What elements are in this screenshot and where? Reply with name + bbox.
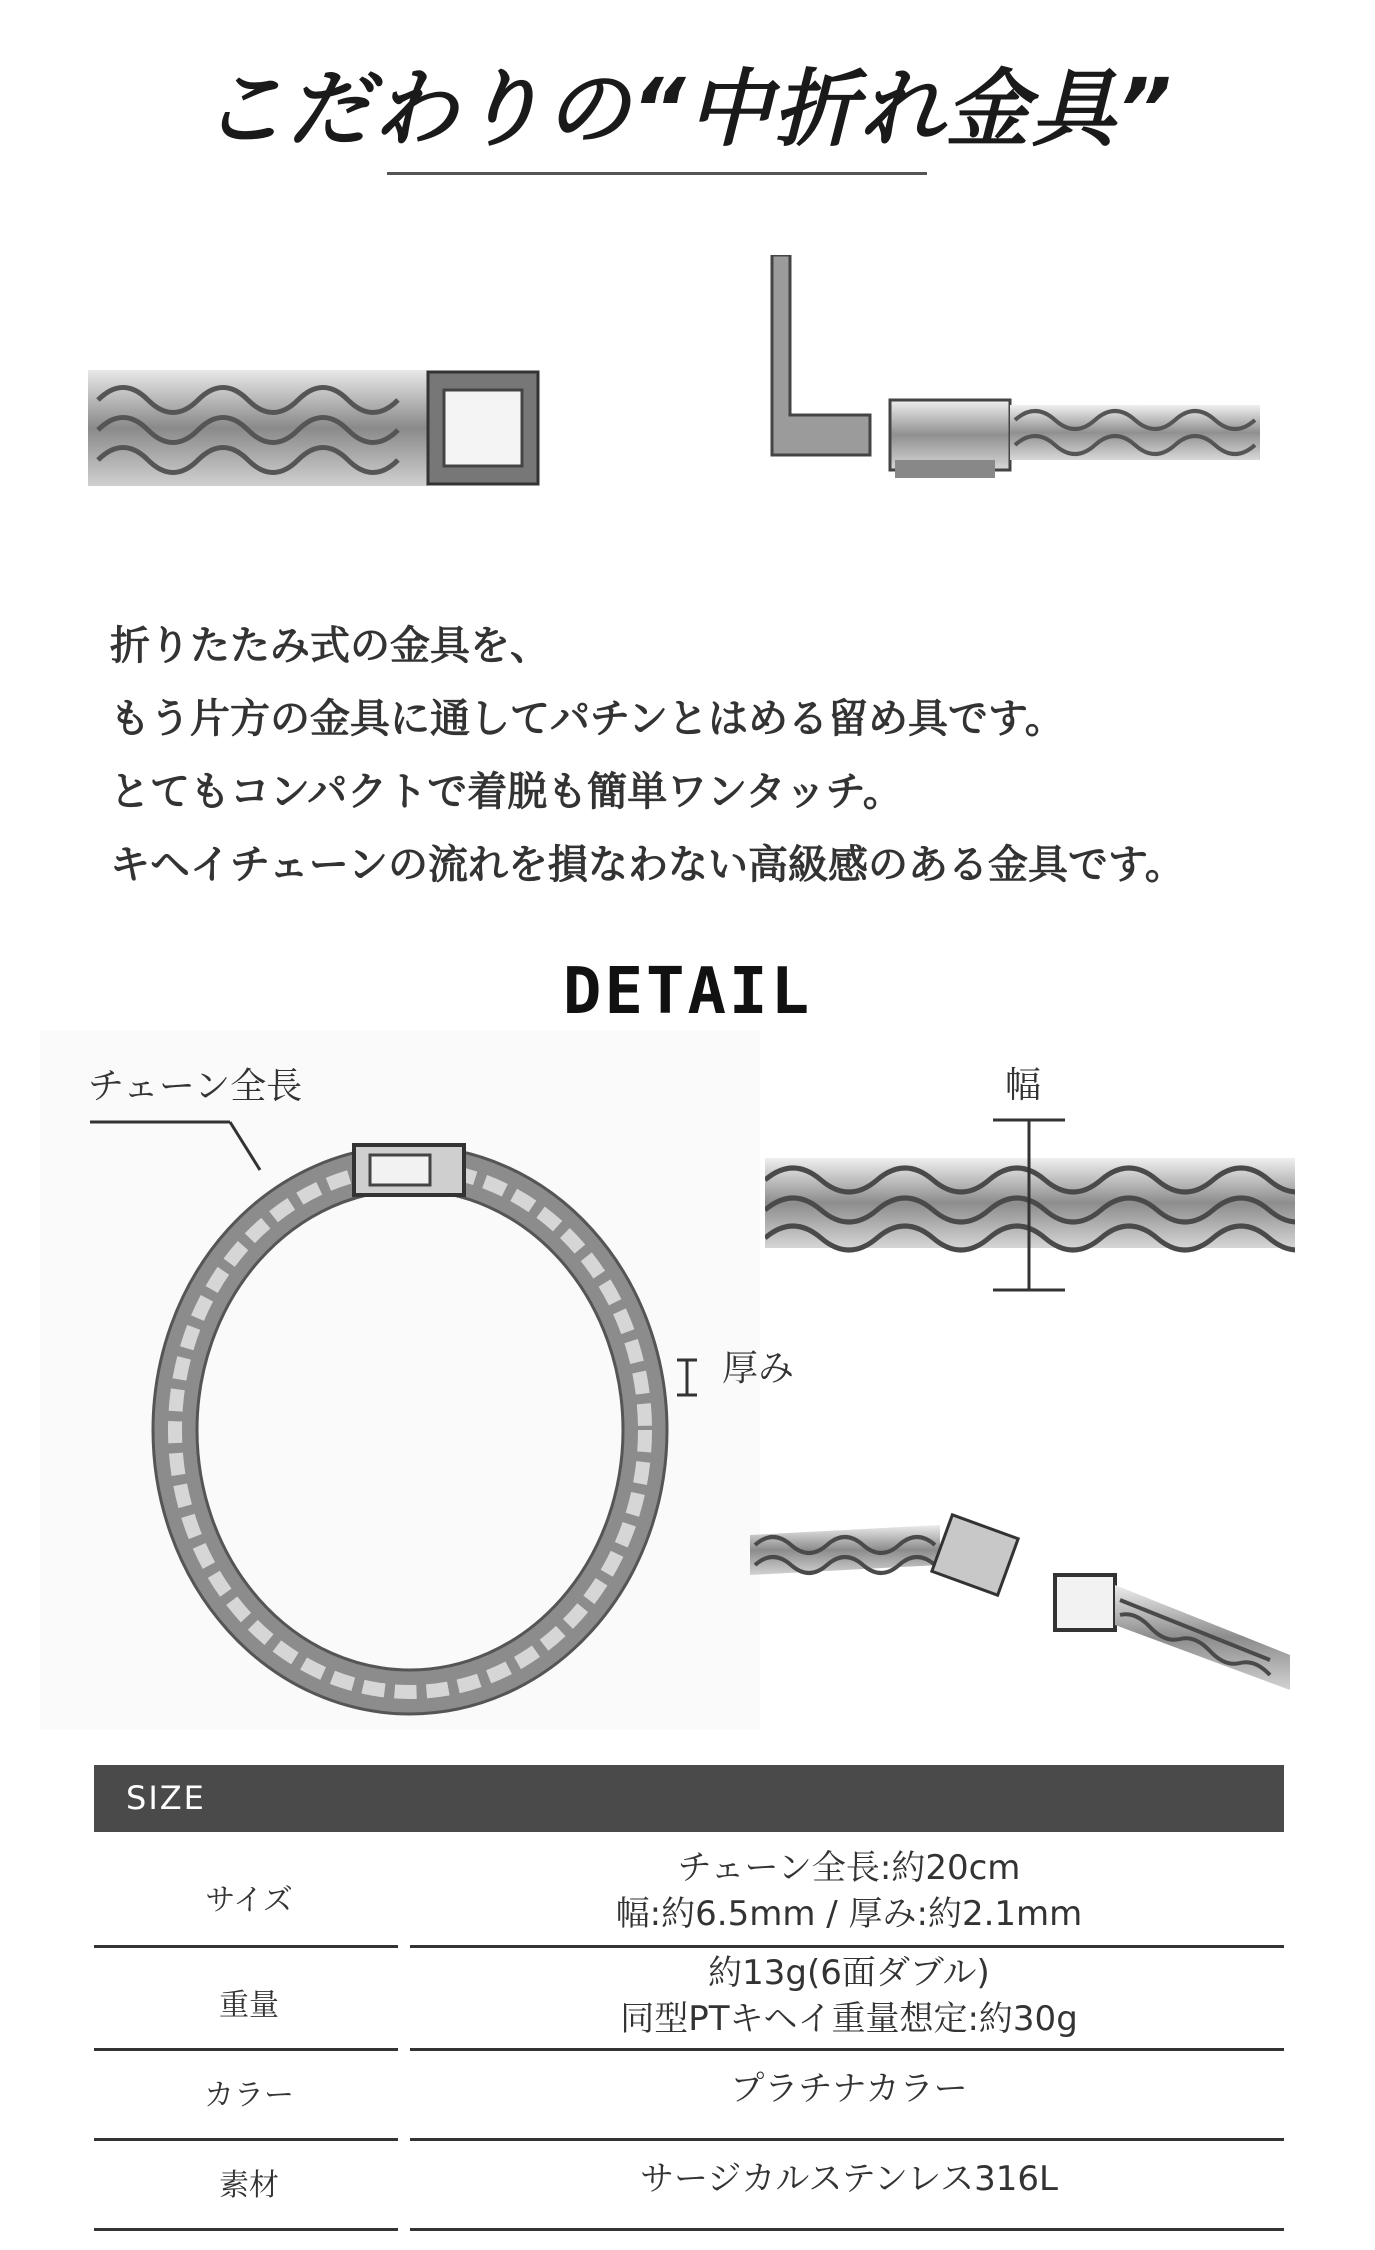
- size-header-label: SIZE: [126, 1779, 206, 1817]
- clasp-open-photo: [760, 255, 1260, 485]
- size-table-header: [94, 1765, 1284, 1832]
- material-row-value: [415, 2156, 1283, 2202]
- description-line: もう片方の金具に通してパチンとはめる留め具です。: [110, 696, 1065, 742]
- color-row-label: カラー: [204, 2078, 294, 2113]
- row-divider: [410, 2138, 1284, 2141]
- description-line: キヘイチェーンの流れを損なわない高級感のある金具です。: [110, 842, 1185, 888]
- value-line: 幅:約6.5mm / 厚み:約2.1mm: [615, 1894, 1083, 1934]
- chain-width-photo: [765, 1100, 1295, 1330]
- material-row-label: 素材: [219, 2168, 279, 2203]
- description-line: 折りたたみ式の金具を、: [110, 623, 550, 669]
- row-divider: [94, 1945, 398, 1948]
- clasp-description: [110, 610, 1310, 902]
- size-row-label: サイズ: [205, 1883, 293, 1918]
- row-divider: [94, 2228, 398, 2231]
- row-divider: [94, 2138, 398, 2141]
- row-divider: [410, 1945, 1284, 1948]
- row-divider: [94, 2048, 398, 2051]
- weight-row-value: [415, 1950, 1283, 2042]
- value-line: プラチナカラー: [730, 2069, 968, 2109]
- row-divider: [410, 2228, 1284, 2231]
- description-line: とてもコンパクトで着脱も簡単ワンタッチ。: [110, 769, 903, 815]
- value-line: サージカルステンレス316L: [640, 2159, 1058, 2199]
- thickness-label: 厚み: [722, 1348, 795, 1389]
- title-divider: [387, 172, 927, 175]
- value-line: 同型PTキヘイ重量想定:約30g: [620, 1999, 1078, 2039]
- size-row-value: [415, 1845, 1283, 1937]
- detail-heading: DETAIL: [562, 955, 813, 1029]
- bracelet-full-photo: [40, 1030, 760, 1730]
- clasp-detail-photo: [750, 1505, 1290, 1695]
- width-label: 幅: [1005, 1065, 1042, 1106]
- chain-length-label: チェーン全長: [88, 1066, 303, 1107]
- value-line: チェーン全長:約20cm: [677, 1848, 1021, 1888]
- page-title: こだわりの“中折れ金具”: [201, 60, 1174, 158]
- clasp-closed-photo: [88, 360, 548, 500]
- row-divider: [410, 2048, 1284, 2051]
- value-line: 約13g(6面ダブル): [708, 1953, 990, 1993]
- weight-row-label: 重量: [219, 1988, 279, 2023]
- color-row-value: [415, 2066, 1283, 2112]
